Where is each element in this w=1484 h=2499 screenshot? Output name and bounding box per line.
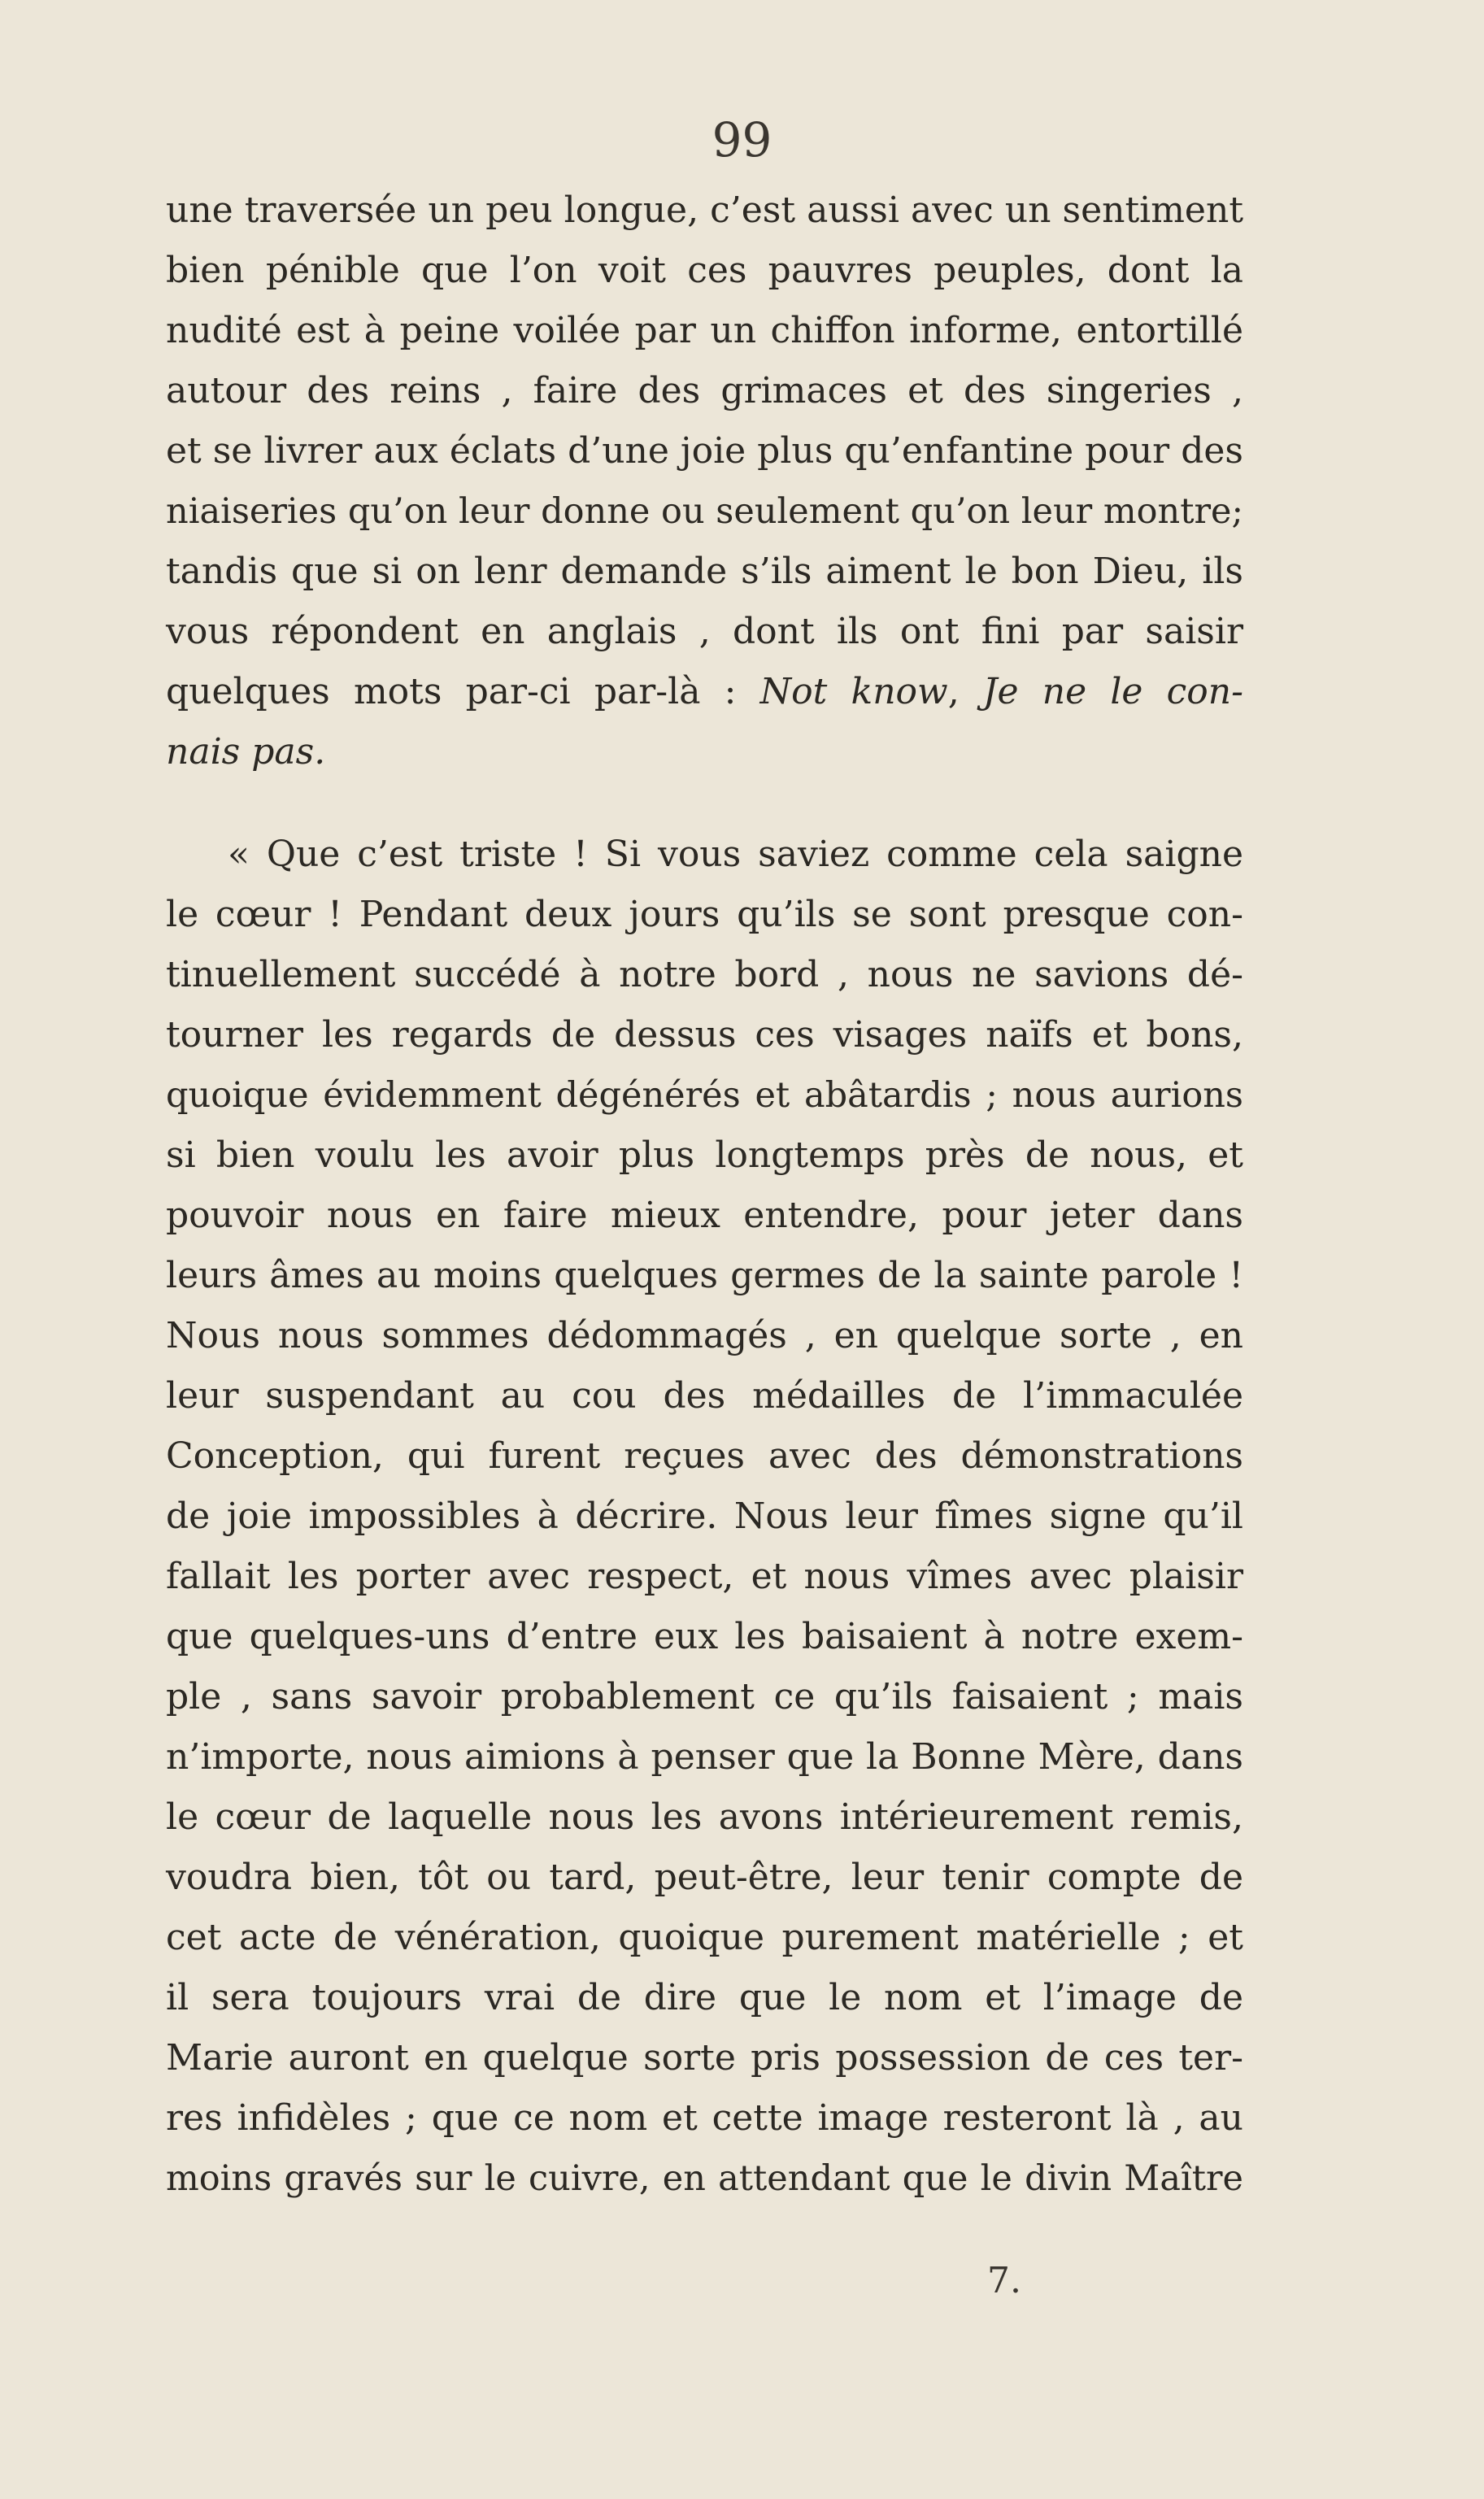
italic-quote-english: Not know xyxy=(759,671,948,712)
body-text xyxy=(166,181,1243,2209)
paragraph-2 xyxy=(166,825,1243,2209)
text-line: que quelques-uns d’entre eux les baisaient à notre exem- xyxy=(166,1616,1243,1657)
text-line: vous répondent en anglais , dont ils ont fini par saisir xyxy=(166,611,1243,652)
italic-quote-french-end: nais pas. xyxy=(166,731,326,773)
text-fragment: quelques mots par-ci par-là : xyxy=(166,671,760,712)
text-line: tourner les regards de dessus ces visages naïfs et bons, xyxy=(166,1014,1243,1056)
text-line: res infidèles ; que ce nom et cette image resteront là , au xyxy=(166,2097,1243,2139)
paragraph-1 xyxy=(166,181,1243,782)
text-line: pouvoir nous en faire mieux entendre, pour jeter dans xyxy=(166,1195,1243,1236)
text-line: bien pénible que l’on voit ces pauvres peuples, dont la xyxy=(166,250,1243,291)
text-line: fallait les porter avec respect, et nous vîmes avec plaisir xyxy=(166,1556,1243,1597)
text-line: et se livrer aux éclats d’une joie plus qu’enfantine pour des xyxy=(166,430,1243,472)
italic-quote-french: Je ne le con- xyxy=(982,671,1243,712)
text-line: de joie impossibles à décrire. Nous leur fîmes signe qu’il xyxy=(166,1495,1243,1537)
text-line: Nous nous sommes dédommagés , en quelque sorte , en xyxy=(166,1315,1243,1356)
text-line: tandis que si on lenr demande s’ils aiment le bon Dieu, ils xyxy=(166,551,1243,592)
text-line: leurs âmes au moins quelques germes de la sainte parole ! xyxy=(166,1255,1243,1296)
text-line: le cœur ! Pendant deux jours qu’ils se sont presque con- xyxy=(166,894,1243,935)
text-fragment: , xyxy=(947,671,983,712)
text-line: Conception, qui furent reçues avec des démonstrations xyxy=(166,1435,1243,1477)
text-line-end xyxy=(166,722,1243,782)
text-line: il sera toujours vrai de dire que le nom et l’image de xyxy=(166,1977,1243,2018)
text-line: si bien voulu les avoir plus longtemps près de nous, et xyxy=(166,1134,1243,1176)
text-line: n’importe, nous aimions à penser que la Bonne Mère, dans xyxy=(166,1736,1243,1778)
paragraph-gap xyxy=(166,782,1243,825)
text-line: Marie auront en quelque sorte pris possession de ces ter- xyxy=(166,2037,1243,2079)
text-line: leur suspendant au cou des médailles de l’immaculée xyxy=(166,1375,1243,1417)
page-number: 99 xyxy=(712,112,772,168)
text-line: tinuellement succédé à notre bord , nous ne savions dé- xyxy=(166,954,1243,995)
text-line-with-quote xyxy=(166,662,1243,722)
text-line: « Que c’est triste ! Si vous saviez comme cela saigne xyxy=(228,834,1243,875)
text-line: quoique évidemment dégénérés et abâtardis ; nous aurions xyxy=(166,1075,1243,1116)
text-line: voudra bien, tôt ou tard, peut-être, leur tenir compte de xyxy=(166,1857,1243,1898)
text-line: autour des reins , faire des grimaces et des singeries , xyxy=(166,370,1243,411)
signature-mark: 7. xyxy=(987,2260,1021,2301)
text-line: niaiseries qu’on leur donne ou seulement qu’on leur montre; xyxy=(166,491,1243,532)
text-line: nudité est à peine voilée par un chiffon informe, entortillé xyxy=(166,310,1243,351)
text-line: cet acte de vénération, quoique purement matérielle ; et xyxy=(166,1917,1243,1958)
text-line: ple , sans savoir probablement ce qu’ils faisaient ; mais xyxy=(166,1676,1243,1718)
text-line: le cœur de laquelle nous les avons intérieurement remis, xyxy=(166,1796,1243,1838)
text-line: moins gravés sur le cuivre, en attendant que le divin Maître xyxy=(166,2158,1243,2199)
text-line: une traversée un peu longue, c’est aussi avec un sentiment xyxy=(166,189,1243,231)
